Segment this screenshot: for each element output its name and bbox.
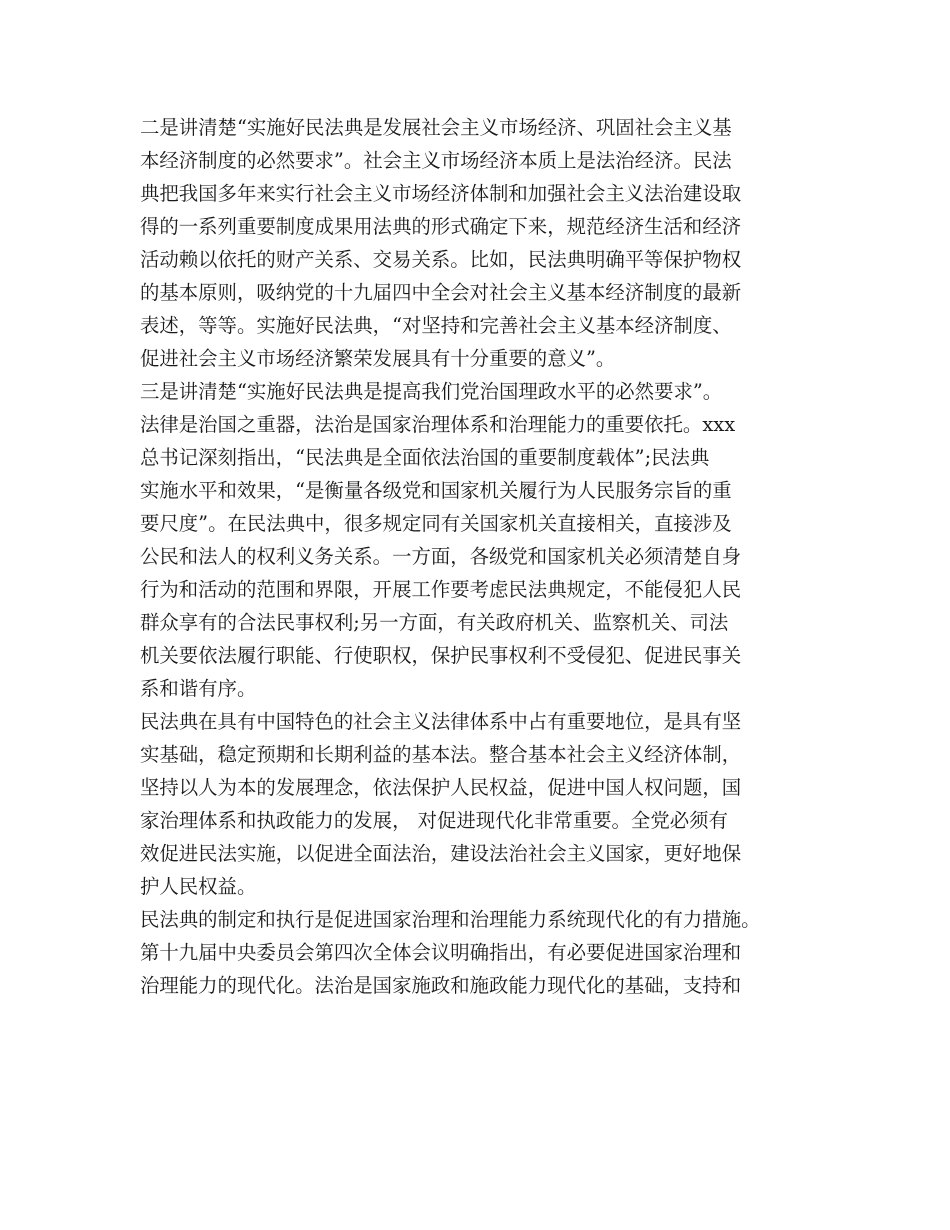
text-line: 治理能力的现代化。法治是国家施政和施政能力现代化的基础，支持和 <box>140 974 742 997</box>
text-line: 本经济制度的必然要求”。社会主义市场经济本质上是法治经济。民法 <box>140 149 732 172</box>
text-line: 民法典的制定和执行是促进国家治理和治理能力系统现代化的有力措施。 <box>140 908 761 931</box>
text-line: 促进社会主义市场经济繁荣发展具有十分重要的意义”。 <box>140 347 616 370</box>
text-line: 实施水平和效果，“是衡量各级党和国家机关履行为人民服务宗旨的重 <box>140 479 732 502</box>
text-line: 系和谐有序。 <box>140 677 257 700</box>
text-line: 活动赖以依托的财产关系、交易关系。比如，民法典明确平等保护物权 <box>140 248 742 271</box>
text-line: 群众享有的合法民事权利;另一方面，有关政府机关、监察机关、司法 <box>140 611 729 634</box>
text-line: 公民和法人的权利义务关系。一方面，各级党和国家机关必须清楚自身 <box>140 545 742 568</box>
text-line: 实基础，稳定预期和长期利益的基本法。整合基本社会主义经济体制， <box>140 743 742 766</box>
text-line: 要尺度”。在民法典中，很多规定同有关国家机关直接相关，直接涉及 <box>140 512 732 535</box>
paragraph-civil-code-governance <box>140 375 830 705</box>
text-line: 法律是治国之重器，法治是国家治理体系和治理能力的重要依托。xxx <box>140 413 736 436</box>
text-line: 坚持以人为本的发展理念，依法保护人民权益，促进中国人权问题，国 <box>140 776 742 799</box>
text-line: 的基本原则，吸纳党的十九届四中全会对社会主义基本经济制度的最新 <box>140 281 742 304</box>
text-line: 典把我国多年来实行社会主义市场经济体制和加强社会主义法治建设取 <box>140 182 742 205</box>
document-page <box>140 111 830 1002</box>
text-line: 效促进民法实施，以促进全面法治，建设法治社会主义国家，更好地保 <box>140 842 742 865</box>
text-line: 第十九届中央委员会第四次全体会议明确指出，有必要促进国家治理和 <box>140 941 742 964</box>
text-line: 行为和活动的范围和界限，开展工作要考虑民法典规定，不能侵犯人民 <box>140 578 742 601</box>
text-line: 得的一系列重要制度成果用法典的形式确定下来，规范经济生活和经济 <box>140 215 742 238</box>
text-line: 民法典在具有中国特色的社会主义法律体系中占有重要地位，是具有坚 <box>140 710 742 733</box>
text-line: 总书记深刻指出，“民法典是全面依法治国的重要制度载体”;民法典 <box>140 446 710 469</box>
paragraph-civil-code-status <box>140 705 830 903</box>
paragraph-civil-code-market-economy <box>140 111 830 375</box>
text-line: 家治理体系和执政能力的发展， 对促进现代化非常重要。全党必须有 <box>140 809 728 832</box>
text-line: 三是讲清楚“实施好民法典是提高我们党治国理政水平的必然要求”。 <box>140 380 723 403</box>
text-line: 护人民权益。 <box>140 875 257 898</box>
text-line: 表述，等等。实施好民法典，“对坚持和完善社会主义基本经济制度、 <box>140 314 732 337</box>
text-line: 机关要依法履行职能、行使职权，保护民事权利不受侵犯、促进民事关 <box>140 644 742 667</box>
text-line: 二是讲清楚“实施好民法典是发展社会主义市场经济、巩固社会主义基 <box>140 116 732 139</box>
paragraph-civil-code-modernization <box>140 903 830 1002</box>
